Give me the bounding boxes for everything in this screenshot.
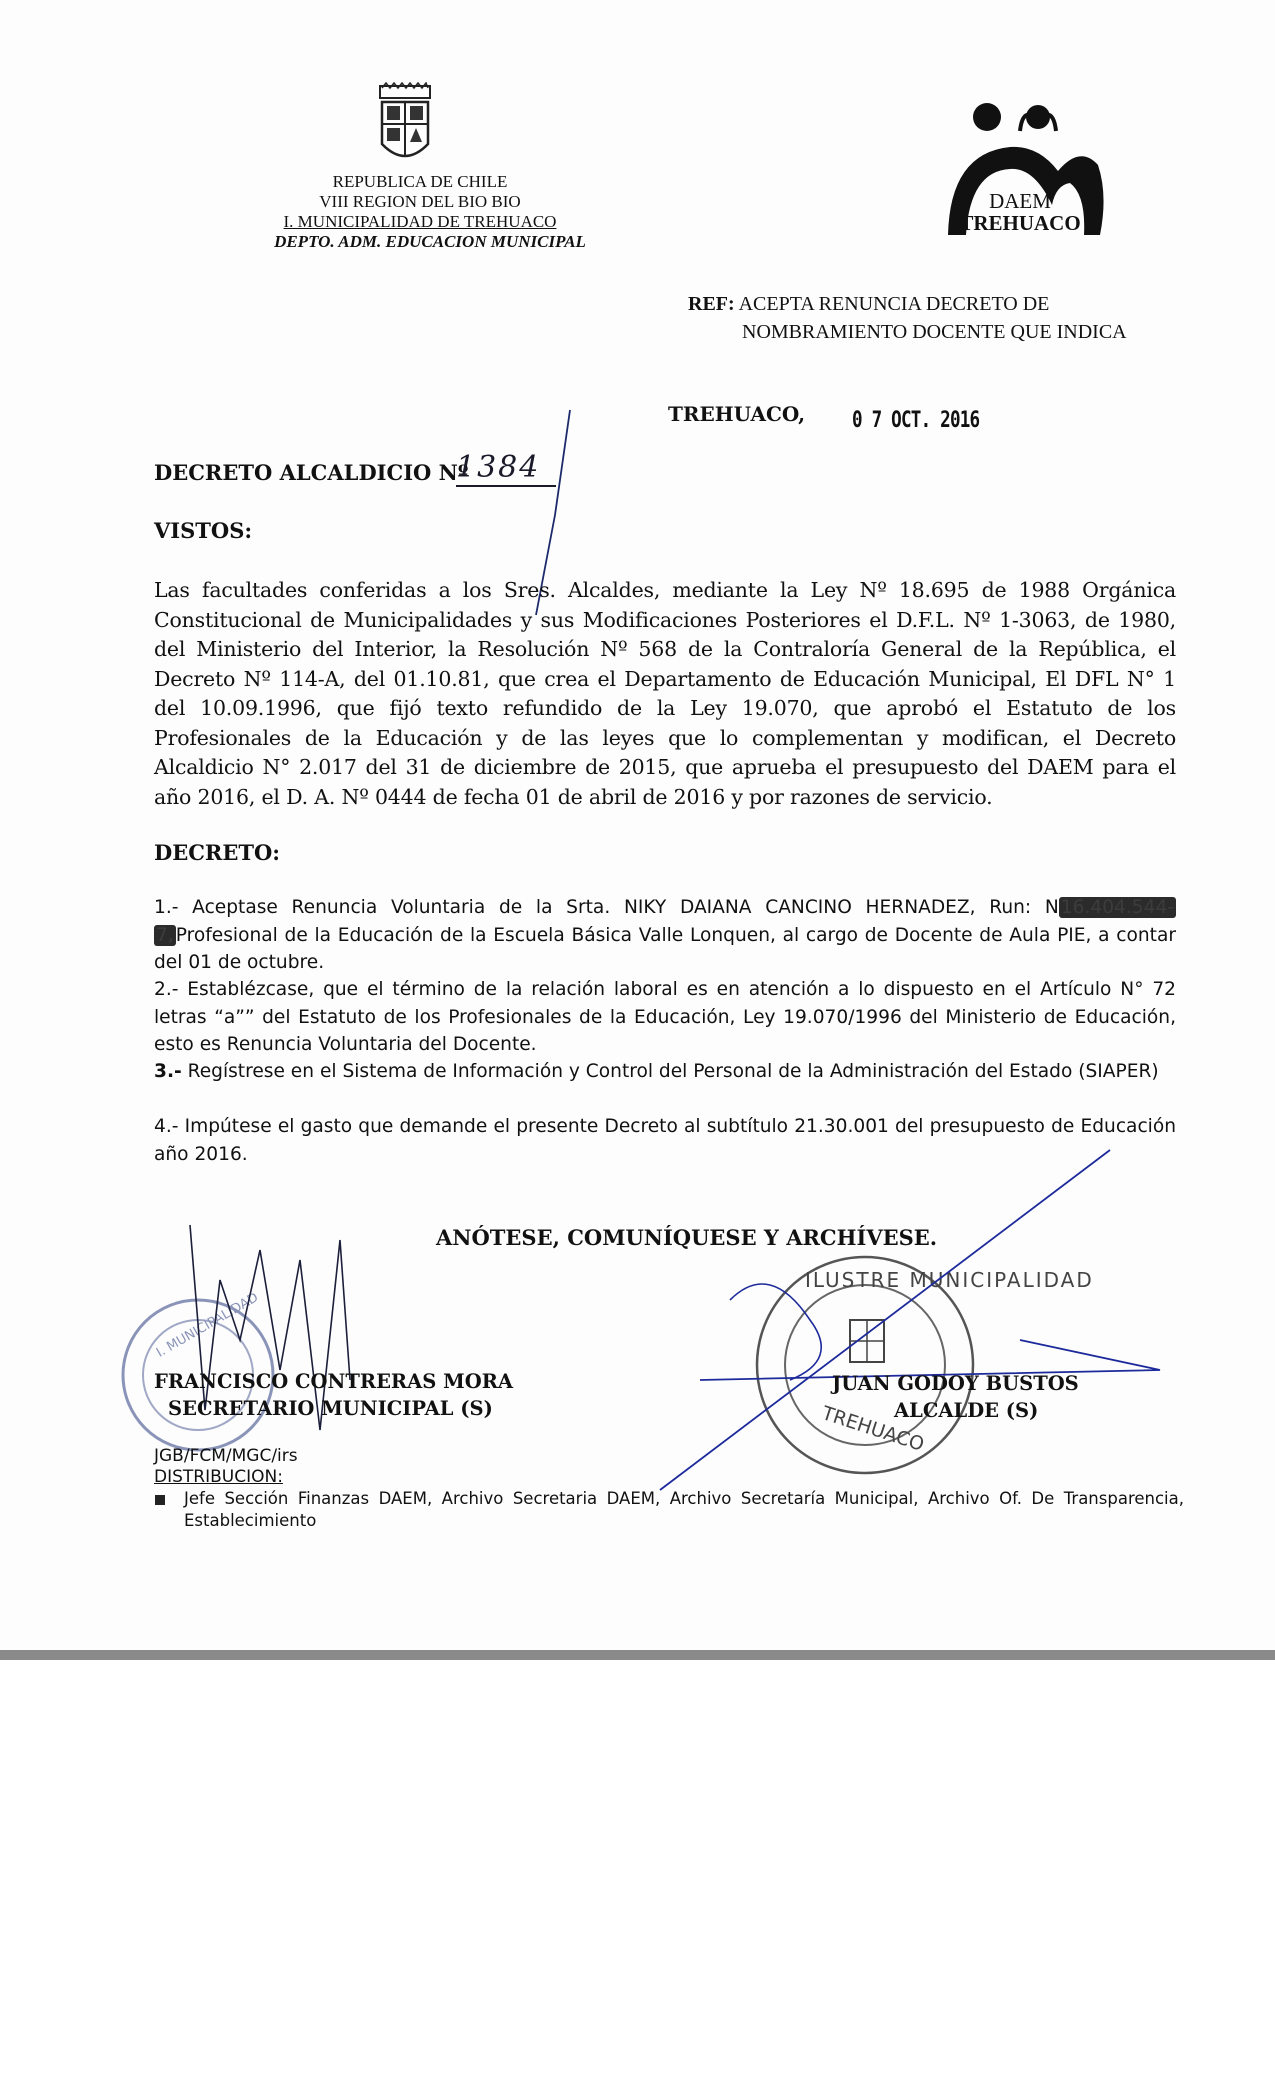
header-department: DEPTO. ADM. EDUCACION MUNICIPAL bbox=[274, 232, 586, 251]
decree-number: 1384 bbox=[456, 450, 556, 487]
distribution-text: Jefe Sección Finanzas DAEM, Archivo Secretaria DAEM, Archivo Secretaría Municipal, Archivo Of. De Transparencia, Establecimiento bbox=[184, 1489, 1184, 1530]
ref-line2: NOMBRAMIENTO DOCENTE QUE INDICA bbox=[742, 321, 1127, 343]
distribution-title: DISTRIBUCION: bbox=[154, 1467, 283, 1487]
scan-edge bbox=[0, 1650, 1275, 1660]
logo-line1: DAEM bbox=[989, 189, 1051, 213]
item3-number: 3.- bbox=[154, 1061, 182, 1082]
left-signer-role: SECRETARIO MUNICIPAL (S) bbox=[168, 1397, 493, 1420]
redacted-run-dv: 7, bbox=[156, 924, 174, 946]
ref-block bbox=[688, 290, 1049, 318]
initials: JGB/FCM/MGC/irs bbox=[154, 1446, 298, 1466]
decree-item-3 bbox=[154, 1058, 1176, 1086]
ref-line1: ACEPTA RENUNCIA DECRETO DE bbox=[738, 293, 1050, 315]
vistos-text: Las facultades conferidas a los Sres. Alcaldes, mediante la Ley Nº 18.695 de 1988 Orgánica Constitucional de Municipalidades y sus Modificaciones Posteriores el D.F.L. Nº 1-3063, de 1980, del Ministerio del Interior, la Resolución Nº 568 de la Contraloría General de la República, el Decreto Nº 114-A, del 01.10.81, que crea el Departamento de Educación Municipal, El DFL N° 1 del 10.09.1996, que fijó texto refundido de la Ley 19.070, que aprobó el Estatuto de los Profesionales de la Educación y de las leyes que lo complementan y modifican, el Decreto Alcaldicio N° 2.017 del 31 de diciembre de 2015, que aprueba el presupuesto del DAEM para el año 2016, el D. A. Nº 0444 de fecha 01 de abril de 2016 y por razones de servicio. bbox=[154, 578, 1176, 809]
right-signature bbox=[640, 1140, 1200, 1500]
right-signer-name: JUAN GODOY BUSTOS bbox=[832, 1372, 1079, 1395]
header-republic: REPUBLICA DE CHILE bbox=[332, 172, 508, 191]
redacted-run: 16.404.544- bbox=[1060, 897, 1174, 918]
right-seal-bottom-text: TREHUACO bbox=[819, 1402, 927, 1456]
decree-item-2: 2.- Establézcase, que el término de la relación laboral es en atención a lo dispuesto en el Artículo N° 72 letras “a”” del Estatuto de los Profesionales de la Educación, Ley 19.070/1996 del Ministerio de Educación, esto es Renuncia Voluntaria del Docente. bbox=[154, 979, 1176, 1055]
item3-text: Regístrese en el Sistema de Información y Control del Personal de la Administración del Estado (SIAPER) bbox=[181, 1061, 1159, 1082]
decree-item-1 bbox=[154, 894, 1176, 977]
logo-text bbox=[930, 190, 1110, 234]
left-signer-name: FRANCISCO CONTRERAS MORA bbox=[154, 1370, 514, 1393]
item1-text: 1.- Aceptase Renuncia Voluntaria de la Srta. NIKY DAIANA CANCINO HERNADEZ, Run: N bbox=[154, 897, 1059, 918]
header-municipality: I. MUNICIPALIDAD DE TREHUACO bbox=[283, 212, 557, 231]
header-region: VIII REGION DEL BIO BIO bbox=[319, 192, 521, 211]
decree-item-4: 4.- Impútese el gasto que demande el presente Decreto al subtítulo 21.30.001 del presupuesto de Educación año 2016. bbox=[154, 1116, 1176, 1165]
left-seal-text: I. MUNICIPALIDAD bbox=[153, 1290, 262, 1361]
right-seal-top-text: ILUSTRE MUNICIPALIDAD bbox=[805, 1268, 1094, 1292]
ref-label: REF: bbox=[688, 293, 735, 315]
bullet-icon bbox=[155, 1495, 165, 1505]
closing-statement: ANÓTESE, COMUNÍQUESE Y ARCHÍVESE. bbox=[436, 1225, 938, 1250]
place: TREHUACO, bbox=[668, 402, 806, 426]
decreto-title: DECRETO: bbox=[154, 840, 281, 865]
date-stamp: 0 7 OCT. 2016 bbox=[852, 408, 980, 433]
item1-text-cont: Profesional de la Educación de la Escuela Básica Valle Lonquen, al cargo de Docente de Aula PIE, a contar del 01 de octubre. bbox=[154, 924, 1176, 973]
vistos-title: VISTOS: bbox=[154, 518, 253, 543]
logo-line2: TREHUACO bbox=[959, 211, 1081, 235]
right-signer-role: ALCALDE (S) bbox=[894, 1399, 1039, 1422]
coat-of-arms-icon bbox=[372, 82, 438, 170]
decree-title: DECRETO ALCALDICIO Nº bbox=[154, 460, 469, 485]
